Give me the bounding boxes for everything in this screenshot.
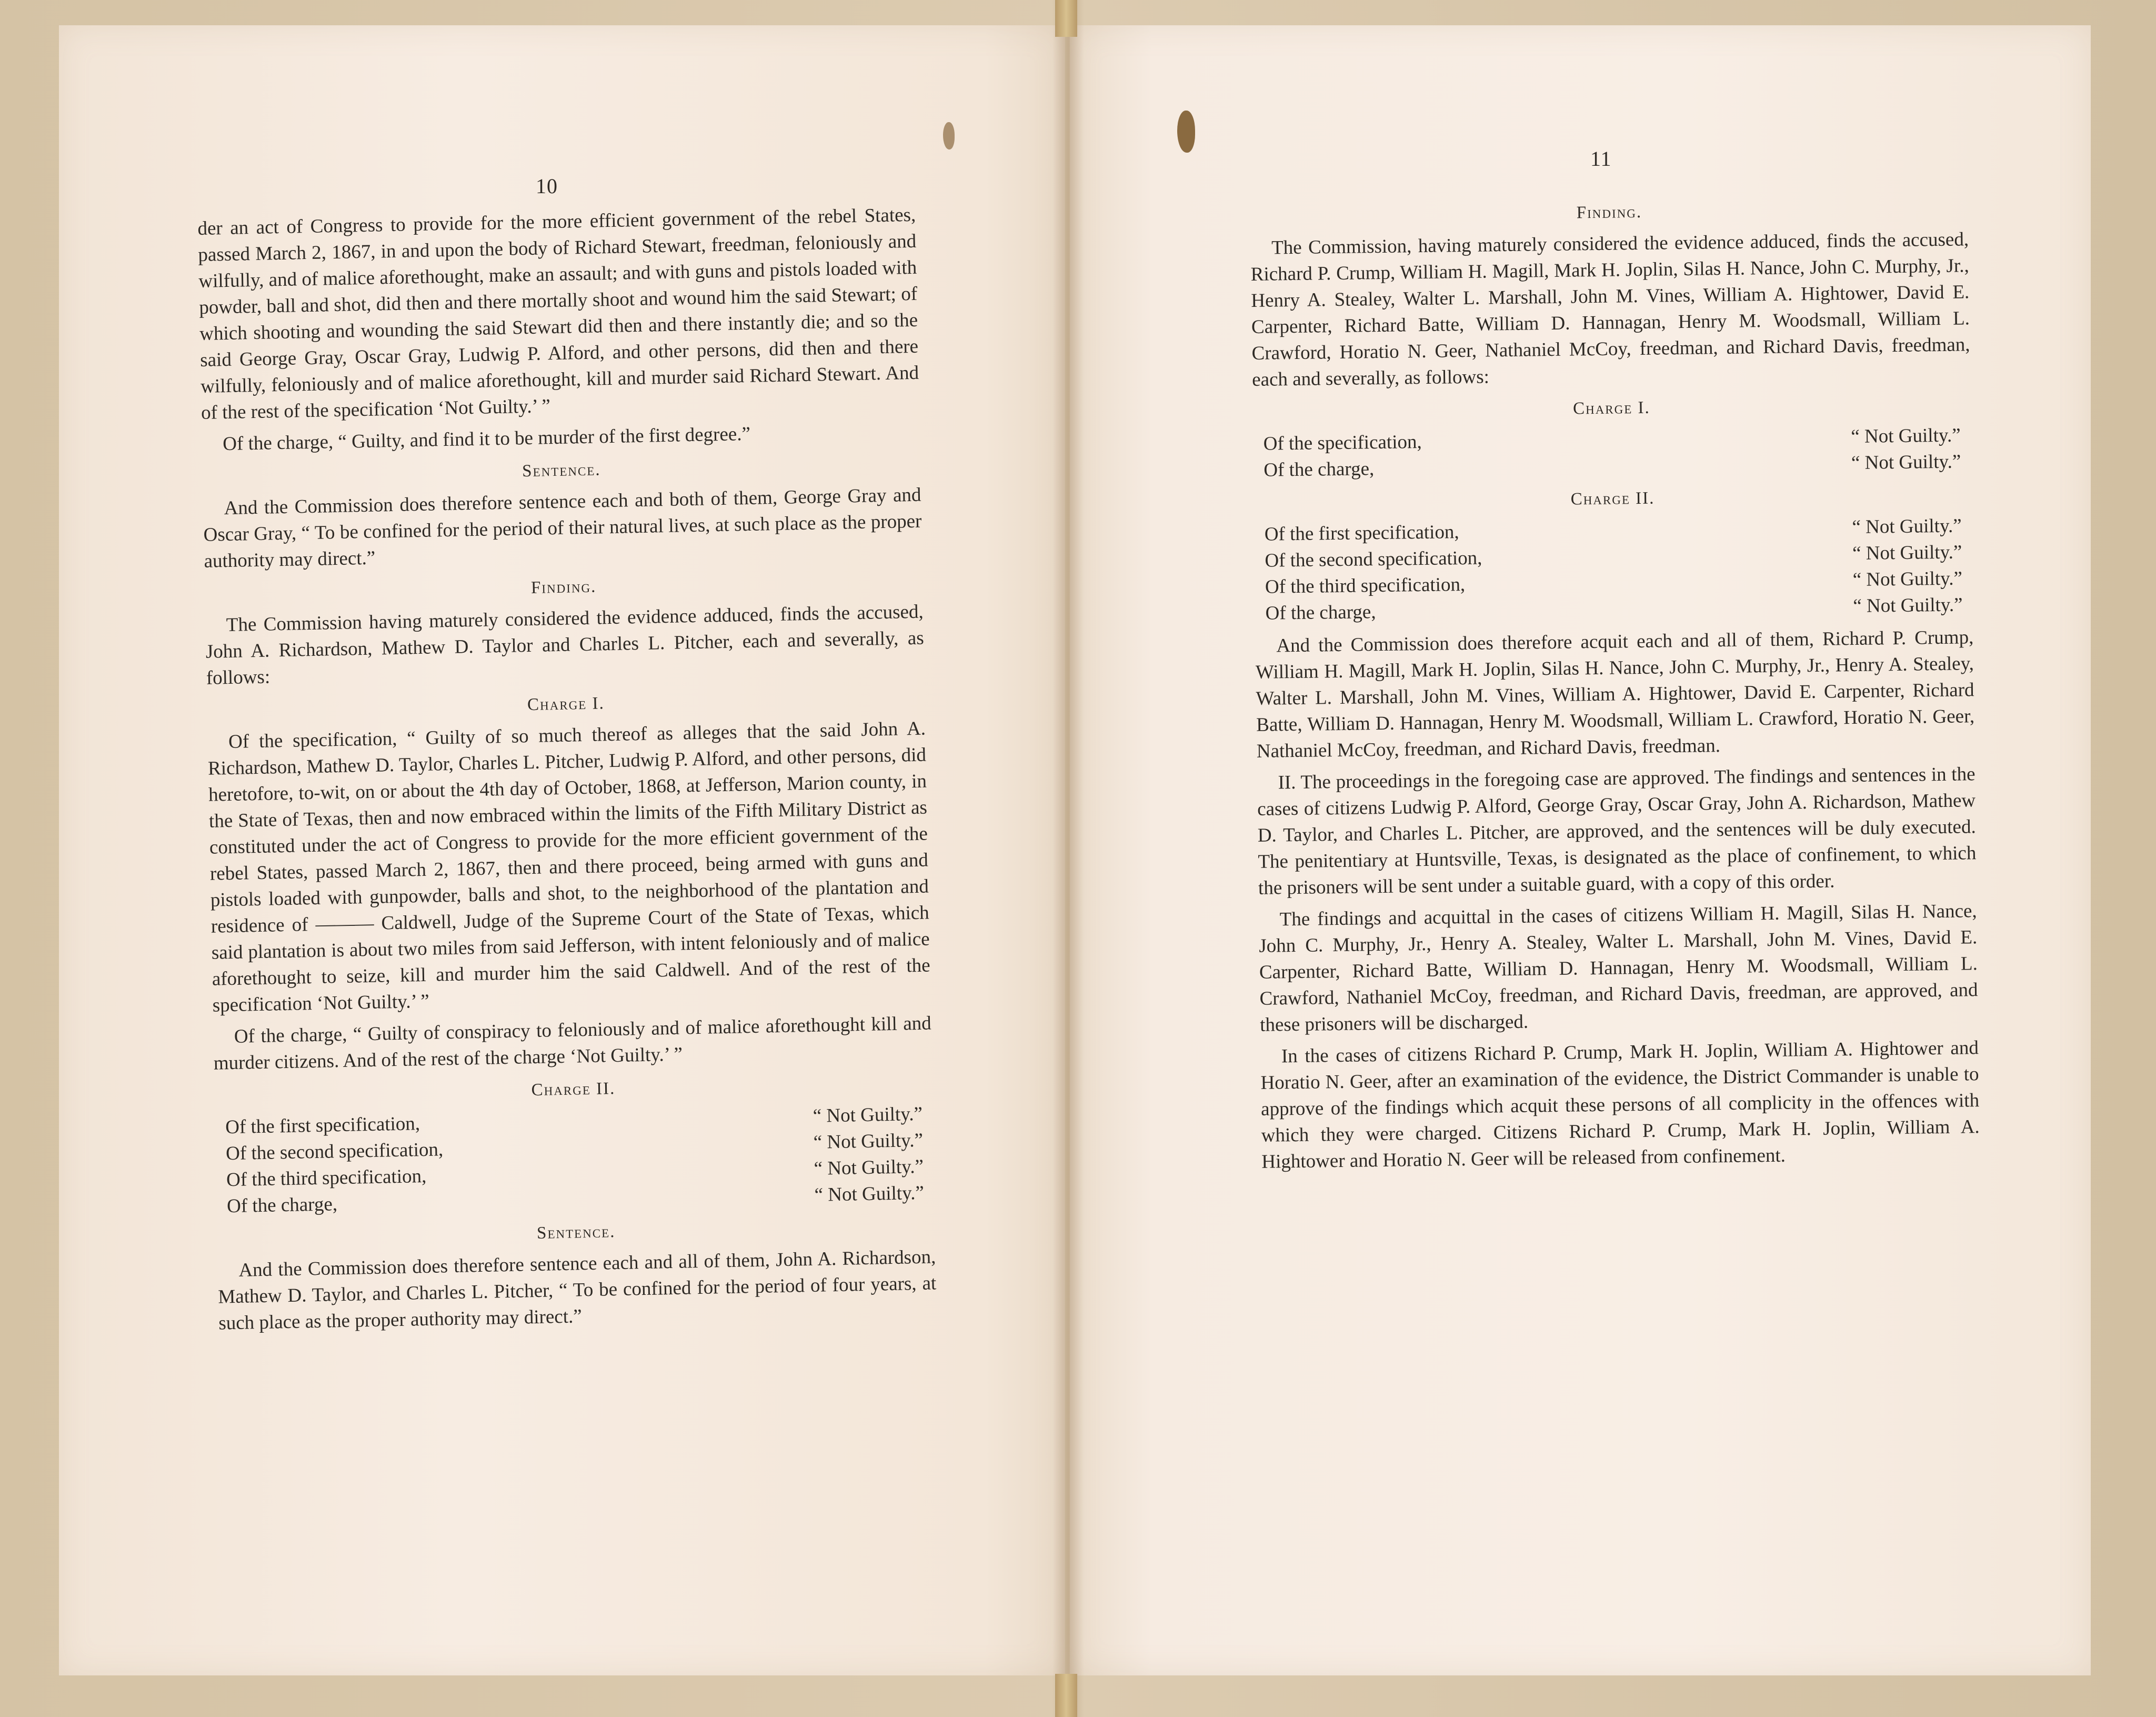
finding-value: “ Not Guilty.” [1852, 541, 1962, 565]
page-number-left: 10 [536, 174, 558, 198]
book-gutter [1052, 0, 1084, 1717]
discharge-paragraph: The findings and acquittal in the cases of citizens William H. Magill, Silas H. Nance, John C. Murphy, Jr., Henry A. Stealey, Walter L. Marshall, John M. Vines, David E. Carpenter, Richard Batte, William D. Hannagan, Henry M. Woodsmall, William L. Crawford, Nathaniel McCoy, freedman, and Richard Davis, freedman, are approved, and these prisoners will be discharged. [1259, 900, 1978, 1036]
finding-label: Of the third specification, [226, 1165, 427, 1191]
charge-two-findings [1265, 513, 1963, 627]
finding-value: “ Not Guilty.” [1851, 451, 1961, 474]
left-page-text [197, 202, 937, 1342]
sentence-heading: Sentence. [522, 460, 601, 481]
charge-two-findings [225, 1101, 925, 1220]
spine-binding-bottom [1055, 1674, 1077, 1717]
charge-one-charge: Of the charge, “ Guilty of conspiracy to feloniously and of malice aforethought kill and murder citizens. And of the rest of the charge ‘Not Guilty.’ ” [213, 1012, 932, 1074]
finding-label: Of the third specification, [1265, 574, 1466, 598]
finding-heading: Finding. [530, 577, 597, 597]
paper-damage-mark-right [1177, 111, 1195, 153]
sentence-paragraph: And the Commission does therefore sentence each and both of them, George Gray and Oscar Gray, “ To be confined for the period of their natural lives, at such place as the proper authority may direct.” [203, 484, 922, 572]
charge-one-specification: Of the specification, “ Guilty of so much thereof as alleges that the said John A. Richardson, Mathew D. Taylor, Charles L. Pitcher, Ludwig P. Alford, and other persons, did heretofore, to-wit, on or about the 4th day of October, 1868, at Jefferson, Marion county, in the State of Texas, then and now embraced within the limits of the Fifth Military District as constituted under the act of Congress to provide for the more efficient government of the rebel States, passed March 2, 1867, then and there proceed, being armed with guns and pistols loaded with gunpowder, balls and shot, to the neighborhood of the plantation and residence of ——— Caldwell, Judge of the Supreme Court of the State of Texas, which said plantation is about two miles from said Jefferson, with intent feloniously and of malice aforethought to seize, kill and murder him the said Caldwell. And of the rest of the specification ‘Not Guilty.’ ” [207, 717, 930, 1016]
finding-label: Of the second specification, [1265, 547, 1482, 572]
finding-value: “ Not Guilty.” [814, 1155, 924, 1180]
finding-heading: Finding. [1576, 202, 1642, 223]
finding-label: Of the charge, [1265, 601, 1376, 624]
finding-label: Of the charge, [1263, 458, 1375, 481]
approval-paragraph: II. The proceedings in the foregoing case are approved. The findings and sentences in the cases of citizens Ludwig P. Alford, George Gray, Oscar Gray, John A. Richardson, Mathew D. Taylor, and Charles L. Pitcher, are approved, and the sentences will be duly executed. The penitentiary at Huntsville, Texas, is designated as the place of confinement, to which the prisoners will be sent under a suitable guard, with a copy of this order. [1257, 763, 1977, 899]
finding-label: Of the first specification, [225, 1113, 420, 1139]
charge-one-heading: Charge I. [1572, 398, 1651, 418]
acquittal-paragraph: And the Commission does therefore acquit each and all of them, Richard P. Crump, William H. Magill, Mark H. Joplin, Silas H. Nance, John C. Murphy, Jr., Henry A. Stealey, Walter L. Marshall, John M. Vines, William A. Hightower, David E. Carpenter, Richard Batte, William D. Hannagan, Henry M. Woodsmall, William L. Crawford, Horatio N. Geer, Nathaniel McCoy, freedman, and Richard Davis, freedman. [1255, 626, 1975, 762]
finding-label: Of the first specification, [1264, 521, 1459, 545]
finding-value: “ Not Guilty.” [813, 1129, 924, 1153]
finding-value: “ Not Guilty.” [1853, 594, 1963, 617]
charge-two-heading: Charge II. [531, 1079, 616, 1100]
sentence-heading: Sentence. [536, 1222, 616, 1243]
page-number-right: 11 [1590, 147, 1612, 171]
finding-label: Of the charge, [226, 1193, 338, 1217]
continuation-paragraph: der an act of Congress to provide for the more efficient government of the rebel States, passed March 2, 1867, in and upon the body of Richard Stewart, freedman, feloniously and wilfully, and of malice aforethought, make an assault; and with guns and pistols loaded with powder, ball and shot, did then and there mortally shoot and wound him the said Stewart; of which shooting and wounding the said Stewart did then and there instantly die; and so the said George Gray, Oscar Gray, Ludwig P. Alford, and other persons, did then and there wilfully, feloniously and of malice aforethought, kill and murder said Richard Stewart. And of the rest of the specification ‘Not Guilty.’ ” [197, 204, 919, 424]
finding-value: “ Not Guilty.” [1852, 567, 1963, 591]
finding-value: “ Not Guilty.” [814, 1182, 925, 1206]
finding-paragraph: The Commission, having maturely considered the evidence adduced, finds the accused, Richard P. Crump, William H. Magill, Mark H. Joplin, Silas H. Nance, John C. Murphy, Jr., Henry A. Stealey, Walter L. Marshall, John M. Vines, William A. Hightower, David E. Carpenter, Richard Batte, William D. Hannagan, Henry M. Woodsmall, William L. Crawford, Horatio N. Geer, Nathaniel McCoy, freedman, and Richard Davis, freedman, each and severally, as follows: [1250, 228, 1970, 391]
finding-value: “ Not Guilty.” [1852, 515, 1962, 538]
paper-damage-mark-left [943, 122, 955, 149]
charge-two-heading: Charge II. [1570, 488, 1655, 509]
right-page-text [1250, 188, 1980, 1181]
finding-value: “ Not Guilty.” [813, 1103, 923, 1127]
charge-one-findings [1263, 423, 1961, 484]
finding-paragraph: The Commission having maturely considered the evidence adduced, finds the accused, John A. Richardson, Mathew D. Taylor and Charles L. Pitcher, each and severally, as follows: [205, 601, 925, 689]
finding-label: Of the specification, [1263, 431, 1422, 455]
spine-binding-top [1055, 0, 1077, 37]
finding-value: “ Not Guilty.” [1851, 424, 1961, 448]
charge-finding-paragraph: Of the charge, “ Guilty, and find it to be murder of the first degree.” [222, 423, 751, 455]
sentence-paragraph: And the Commission does therefore sentence each and all of them, John A. Richardson, Mathew D. Taylor, and Charles L. Pitcher, “ To be confined for the period of four years, at such place as the proper authority may direct.” [218, 1246, 937, 1334]
charge-one-heading: Charge I. [527, 694, 605, 715]
release-paragraph: In the cases of citizens Richard P. Crump, Mark H. Joplin, William A. Hightower and Horatio N. Geer, after an examination of the evidence, the District Commander is unable to approve of the findings which acquit these persons of all complicity in the offences with which they were charged. Citizens Richard P. Crump, Mark H. Joplin, William A. Hightower and Horatio N. Geer will be released from confinement. [1260, 1037, 1980, 1173]
finding-label: Of the second specification, [225, 1139, 444, 1165]
